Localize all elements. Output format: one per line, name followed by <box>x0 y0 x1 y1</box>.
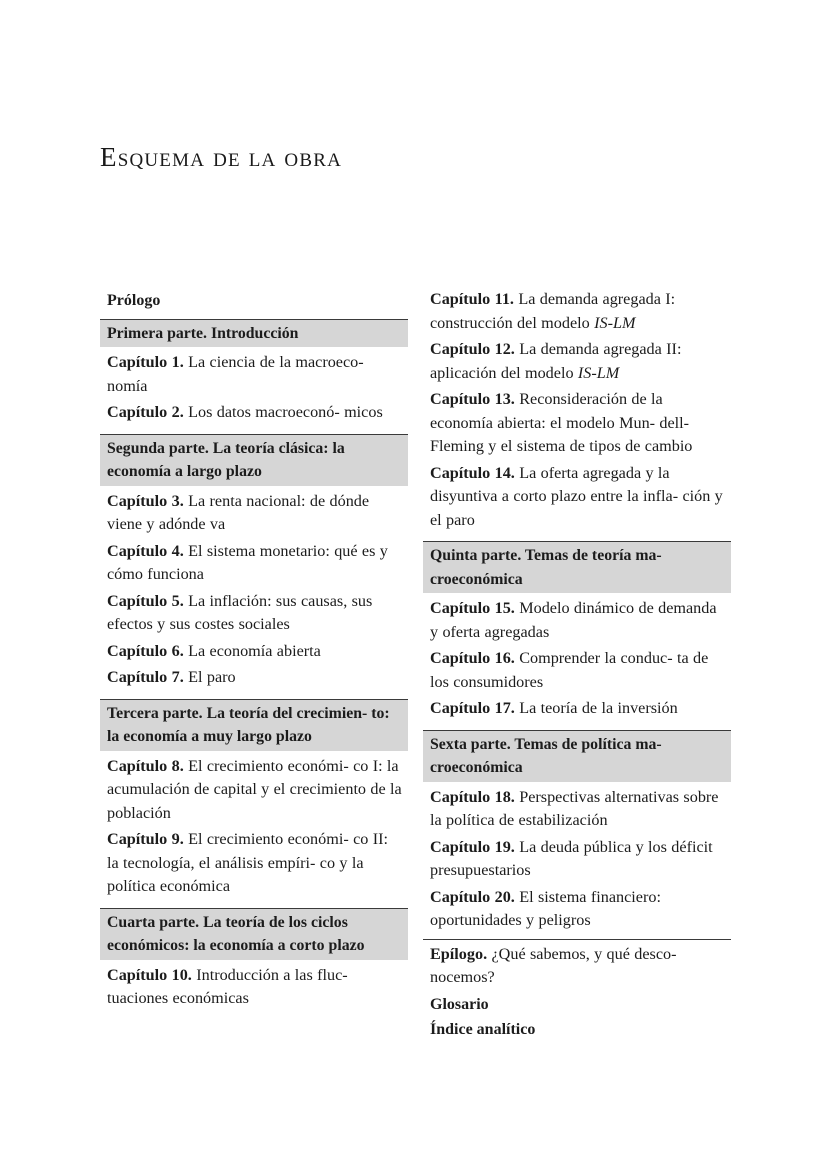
part-header-4: Cuarta parte. La teoría de los ciclos económicos: la economía a corto plazo <box>100 908 408 960</box>
part-header-1: Primera parte. Introducción <box>100 319 408 348</box>
chapter-9-entry[interactable] <box>100 828 408 899</box>
prologo-entry[interactable]: Prólogo <box>107 292 161 309</box>
chapter-1-entry[interactable] <box>100 351 408 398</box>
chapter-number: Capítulo 7. <box>107 668 184 686</box>
chapter-number: Capítulo 8. <box>107 756 184 775</box>
epilogo-entry[interactable] <box>423 939 731 990</box>
chapter-4-entry[interactable] <box>100 540 408 587</box>
part-header-3: Tercera parte. La teoría del crecimien- to: la economía a muy largo plazo <box>100 699 408 751</box>
chapter-17-entry[interactable] <box>423 697 731 721</box>
chapter-title: Los datos macroeconó- micos <box>183 403 383 421</box>
chapter-7-entry[interactable] <box>100 666 408 690</box>
chapter-number: Capítulo 11. <box>430 290 514 308</box>
indice-entry[interactable]: Índice analítico <box>430 1021 536 1038</box>
chapter-title: La economía abierta <box>183 641 321 660</box>
chapter-title: La renta nacional: de dónde viene y adónde va <box>107 491 370 533</box>
chapter-number: Capítulo 6. <box>107 641 184 660</box>
chapter-number: Capítulo 18. <box>430 787 515 806</box>
chapter-18-entry[interactable] <box>423 786 731 833</box>
glosario-entry[interactable]: Glosario <box>430 995 489 1013</box>
chapter-title: Introducción a las fluc- tuaciones económicas <box>107 965 348 1007</box>
left-column <box>100 288 408 1014</box>
chapter-3-entry[interactable] <box>100 490 408 537</box>
chapter-title: La deuda pública y los déficit presupuestarios <box>430 837 713 879</box>
chapter-title: El crecimiento económi- co I: la acumulación de capital y el crecimiento de la población <box>107 756 402 822</box>
part-header-6: Sexta parte. Temas de política ma- croeconómica <box>423 730 731 782</box>
chapter-number: Capítulo 2. <box>107 403 184 421</box>
chapter-title: La inflación: sus causas, sus efectos y sus costes sociales <box>107 591 373 633</box>
chapter-number: Capítulo 12. <box>430 340 515 358</box>
chapter-number: Capítulo 5. <box>107 591 184 610</box>
chapter-12-entry[interactable] <box>423 338 731 385</box>
part-header-5: Quinta parte. Temas de teoría ma- croeconómica <box>423 541 731 593</box>
chapter-16-entry[interactable] <box>423 647 731 694</box>
chapter-title: El paro <box>183 668 236 686</box>
chapter-number: Capítulo 10. <box>107 965 192 984</box>
chapter-5-entry[interactable] <box>100 590 408 637</box>
chapter-2-entry[interactable] <box>100 401 408 425</box>
chapter-title: ¿Qué sabemos, y qué desco- nocemos? <box>430 944 677 986</box>
chapter-number: Capítulo 1. <box>107 353 184 371</box>
chapter-20-entry[interactable] <box>423 886 731 933</box>
chapter-number: Capítulo 14. <box>430 463 515 482</box>
chapter-number: Capítulo 13. <box>430 390 515 408</box>
chapter-title: Reconsideración de la economía abierta: el modelo Mun- dell-Fleming y el sistema de tipos de cambio <box>430 390 693 455</box>
chapter-title: La ciencia de la macroeco- nomía <box>107 353 364 395</box>
right-column <box>423 288 731 1044</box>
chapter-13-entry[interactable] <box>423 388 731 459</box>
chapter-title: La teoría de la inversión <box>514 699 678 717</box>
chapter-15-entry[interactable] <box>423 597 731 644</box>
page-title: Esquema de la obra <box>100 142 343 172</box>
chapter-title: La demanda agregada II: aplicación del modelo <box>430 340 682 382</box>
chapter-8-entry[interactable] <box>100 755 408 826</box>
chapter-title: Comprender la conduc- ta de los consumidores <box>430 649 709 691</box>
chapter-title: La demanda agregada I: construcción del modelo <box>430 290 676 332</box>
chapter-number: Capítulo 16. <box>430 649 515 667</box>
chapter-title: Modelo dinámico de demanda y oferta agregadas <box>430 599 717 641</box>
chapter-number: Capítulo 4. <box>107 541 184 560</box>
chapter-11-entry[interactable] <box>423 288 731 335</box>
chapter-number: Capítulo 19. <box>430 837 515 856</box>
chapter-19-entry[interactable] <box>423 836 731 883</box>
chapter-number: Capítulo 20. <box>430 887 515 906</box>
part-header-2: Segunda parte. La teoría clásica: la economía a largo plazo <box>100 434 408 486</box>
chapter-number: Capítulo 15. <box>430 599 515 617</box>
chapter-6-entry[interactable] <box>100 640 408 664</box>
chapter-number: Capítulo 9. <box>107 830 184 848</box>
chapter-14-entry[interactable] <box>423 462 731 533</box>
model-name: IS-LM <box>577 363 620 382</box>
chapter-title: Perspectivas alternativas sobre la política de estabilización <box>430 787 719 829</box>
chapter-title: La oferta agregada y la disyuntiva a corto plazo entre la infla- ción y el paro <box>430 463 723 529</box>
chapter-title: El sistema monetario: qué es y cómo funciona <box>107 541 388 583</box>
chapter-number: Epílogo. <box>430 944 488 963</box>
chapter-10-entry[interactable] <box>100 964 408 1011</box>
chapter-title: El crecimiento económi- co II: la tecnología, el análisis empíri- co y la política económica <box>107 830 388 895</box>
chapter-title: El sistema financiero: oportunidades y peligros <box>430 887 661 929</box>
chapter-number: Capítulo 17. <box>430 699 515 717</box>
chapter-number: Capítulo 3. <box>107 491 184 510</box>
model-name: IS-LM <box>594 313 636 332</box>
